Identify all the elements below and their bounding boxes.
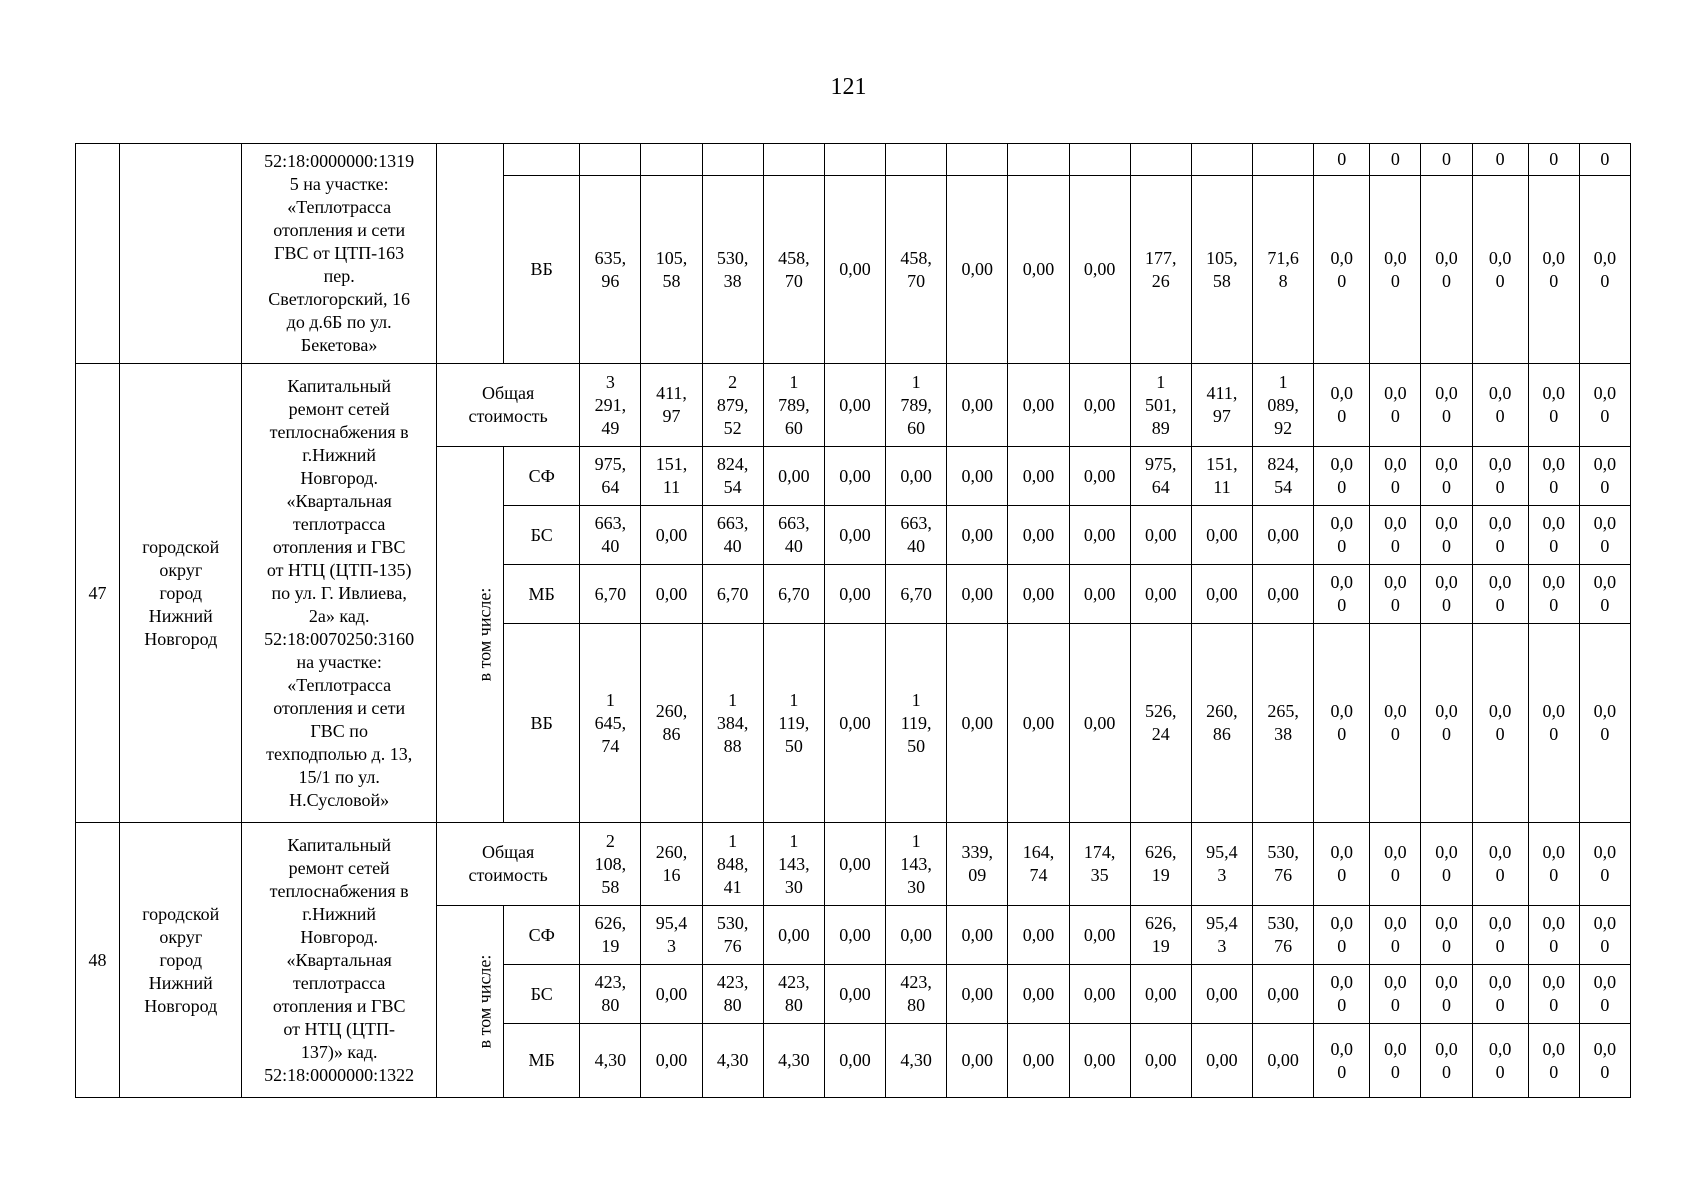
- value-cell: 0,00: [947, 965, 1008, 1024]
- value-cell: 0,0 0: [1370, 906, 1421, 965]
- value-cell: 0,00: [641, 1024, 702, 1098]
- value-cell: 1 384, 88: [702, 624, 763, 823]
- value-cell: 6,70: [886, 565, 947, 624]
- value-cell: 1 143, 30: [886, 823, 947, 906]
- value-cell: 0,00: [641, 965, 702, 1024]
- value-cell: 0,00: [1069, 506, 1130, 565]
- including-cell: [436, 144, 503, 364]
- value-cell: 0,0 0: [1528, 565, 1579, 624]
- value-cell: 0,00: [1253, 506, 1314, 565]
- value-cell: 0,00: [824, 364, 885, 447]
- value-cell: 0,00: [1130, 565, 1191, 624]
- page-number: 121: [830, 74, 867, 100]
- value-cell: 339, 09: [947, 823, 1008, 906]
- value-cell: 0,0 0: [1579, 176, 1630, 364]
- including-label: в том числе:: [474, 954, 495, 1049]
- value-cell: 0,0 0: [1472, 1024, 1528, 1098]
- value-cell: 0,0 0: [1579, 447, 1630, 506]
- value-cell: 0,00: [1008, 965, 1069, 1024]
- municipality-cell: городской округ город Нижний Новгород: [120, 823, 242, 1098]
- source-label: СФ: [504, 906, 580, 965]
- value-cell: 0,00: [763, 447, 824, 506]
- value-cell: 1 501, 89: [1130, 364, 1191, 447]
- value-cell: 0,0 0: [1472, 447, 1528, 506]
- value-cell: 0,00: [947, 176, 1008, 364]
- value-cell: 0,00: [824, 447, 885, 506]
- value-cell: 0,0 0: [1579, 565, 1630, 624]
- value-cell: 0,0 0: [1421, 906, 1472, 965]
- value-cell: 0,00: [1130, 506, 1191, 565]
- value-cell: 663, 40: [580, 506, 641, 565]
- value-cell: 458, 70: [763, 176, 824, 364]
- including-cell: [436, 906, 503, 1098]
- value-cell: 1 789, 60: [763, 364, 824, 447]
- value-cell: 0,0 0: [1421, 364, 1472, 447]
- value-cell: 0,00: [824, 823, 885, 906]
- value-cell: 0,0 0: [1579, 1024, 1630, 1098]
- value-cell: 0,00: [1008, 176, 1069, 364]
- value-cell: 0,0 0: [1472, 364, 1528, 447]
- municipality-cell: городской округ город Нижний Новгород: [120, 364, 242, 823]
- value-cell: 0,00: [641, 506, 702, 565]
- value-cell: 0,0 0: [1528, 906, 1579, 965]
- value-cell: 0,0 0: [1421, 823, 1472, 906]
- value-cell: 0,0 0: [1370, 565, 1421, 624]
- value-cell: 626, 19: [1130, 906, 1191, 965]
- value-cell: 0,00: [824, 506, 885, 565]
- value-cell: 0,0 0: [1370, 506, 1421, 565]
- value-cell: 0,00: [1008, 1024, 1069, 1098]
- value-cell: 0,0 0: [1528, 823, 1579, 906]
- value-cell: 1 143, 30: [763, 823, 824, 906]
- value-cell: 663, 40: [763, 506, 824, 565]
- value-cell: [702, 144, 763, 176]
- value-cell: 0: [1421, 144, 1472, 176]
- value-cell: 4,30: [886, 1024, 947, 1098]
- value-cell: 0,00: [824, 176, 885, 364]
- value-cell: [1191, 144, 1252, 176]
- value-cell: 0,0 0: [1314, 565, 1370, 624]
- value-cell: 423, 80: [886, 965, 947, 1024]
- value-cell: 0,00: [947, 447, 1008, 506]
- value-cell: 0,0 0: [1528, 447, 1579, 506]
- value-cell: 635, 96: [580, 176, 641, 364]
- value-cell: 0,00: [947, 1024, 1008, 1098]
- value-cell: 0,00: [1008, 447, 1069, 506]
- value-cell: 0,00: [1069, 176, 1130, 364]
- value-cell: 530, 76: [702, 906, 763, 965]
- table-row: [76, 144, 1631, 176]
- value-cell: 458, 70: [886, 176, 947, 364]
- value-cell: 0,00: [1008, 506, 1069, 565]
- value-cell: 0,00: [947, 624, 1008, 823]
- value-cell: 260, 86: [641, 624, 702, 823]
- value-cell: 0,0 0: [1528, 364, 1579, 447]
- total-label: Общая стоимость: [436, 823, 579, 906]
- value-cell: 0,0 0: [1528, 506, 1579, 565]
- value-cell: 0,00: [1008, 906, 1069, 965]
- value-cell: 0,0 0: [1370, 965, 1421, 1024]
- value-cell: 0,0 0: [1528, 965, 1579, 1024]
- value-cell: 626, 19: [580, 906, 641, 965]
- value-cell: 0,00: [1191, 565, 1252, 624]
- value-cell: 0,0 0: [1314, 906, 1370, 965]
- value-cell: [947, 144, 1008, 176]
- value-cell: 1 119, 50: [763, 624, 824, 823]
- value-cell: 0,0 0: [1370, 624, 1421, 823]
- value-cell: 4,30: [763, 1024, 824, 1098]
- value-cell: 0,00: [1191, 965, 1252, 1024]
- source-label: БС: [504, 965, 580, 1024]
- value-cell: 0: [1370, 144, 1421, 176]
- table-row: [76, 364, 1631, 447]
- value-cell: 0,0 0: [1370, 823, 1421, 906]
- value-cell: 0,00: [824, 965, 885, 1024]
- value-cell: 626, 19: [1130, 823, 1191, 906]
- value-cell: 0: [1314, 144, 1370, 176]
- value-cell: 260, 86: [1191, 624, 1252, 823]
- value-cell: 0,00: [1069, 1024, 1130, 1098]
- value-cell: 0,0 0: [1421, 506, 1472, 565]
- value-cell: 530, 38: [702, 176, 763, 364]
- table-row: [76, 823, 1631, 906]
- value-cell: 0,00: [947, 565, 1008, 624]
- value-cell: 0,00: [824, 624, 885, 823]
- value-cell: 0,00: [824, 1024, 885, 1098]
- value-cell: 663, 40: [886, 506, 947, 565]
- including-cell: [436, 447, 503, 823]
- value-cell: 164, 74: [1008, 823, 1069, 906]
- source-label: ВБ: [504, 624, 580, 823]
- value-cell: 6,70: [763, 565, 824, 624]
- value-cell: 824, 54: [1253, 447, 1314, 506]
- value-cell: [886, 144, 947, 176]
- including-label: в том числе:: [474, 587, 495, 682]
- value-cell: 0,0 0: [1472, 823, 1528, 906]
- value-cell: 1 119, 50: [886, 624, 947, 823]
- value-cell: 0,0 0: [1421, 1024, 1472, 1098]
- value-cell: 0,0 0: [1472, 906, 1528, 965]
- value-cell: 95,4 3: [641, 906, 702, 965]
- value-cell: 71,6 8: [1253, 176, 1314, 364]
- value-cell: 530, 76: [1253, 906, 1314, 965]
- value-cell: 0,00: [1069, 965, 1130, 1024]
- value-cell: 0,00: [886, 906, 947, 965]
- value-cell: 0,0 0: [1528, 1024, 1579, 1098]
- value-cell: 824, 54: [702, 447, 763, 506]
- value-cell: [1008, 144, 1069, 176]
- value-cell: 0,0 0: [1314, 1024, 1370, 1098]
- value-cell: 0,0 0: [1421, 965, 1472, 1024]
- value-cell: 0,00: [1069, 624, 1130, 823]
- value-cell: 0,0 0: [1370, 1024, 1421, 1098]
- number-cell: 47: [76, 364, 120, 823]
- value-cell: 411, 97: [1191, 364, 1252, 447]
- value-cell: 105, 58: [1191, 176, 1252, 364]
- value-cell: 0,00: [1191, 1024, 1252, 1098]
- value-cell: 0: [1579, 144, 1630, 176]
- value-cell: 0,0 0: [1472, 965, 1528, 1024]
- value-cell: 0,0 0: [1370, 364, 1421, 447]
- value-cell: 0,00: [1191, 506, 1252, 565]
- value-cell: 2 879, 52: [702, 364, 763, 447]
- source-label: ВБ: [504, 176, 580, 364]
- value-cell: 530, 76: [1253, 823, 1314, 906]
- value-cell: 0,0 0: [1528, 176, 1579, 364]
- value-cell: 0,0 0: [1579, 506, 1630, 565]
- value-cell: [824, 144, 885, 176]
- value-cell: 411, 97: [641, 364, 702, 447]
- value-cell: 0,0 0: [1314, 447, 1370, 506]
- value-cell: 105, 58: [641, 176, 702, 364]
- description-cell: Капитальный ремонт сетей теплоснабжения в г.Нижний Новгород. «Квартальная теплотрасса отопления и ГВС от НТЦ (ЦТП-135) по ул. Г. Ивлиева, 2а» кад. 52:18:0070250:3160 на участке: «Теплотрасса отопления и сети ГВС по техподполью д. 13, 15/1 по ул. Н.Сусловой»: [242, 364, 437, 823]
- value-cell: 151, 11: [641, 447, 702, 506]
- value-cell: 0,0 0: [1579, 906, 1630, 965]
- value-cell: 423, 80: [702, 965, 763, 1024]
- value-cell: 4,30: [580, 1024, 641, 1098]
- value-cell: 2 108, 58: [580, 823, 641, 906]
- value-cell: 0,00: [641, 565, 702, 624]
- value-cell: 6,70: [702, 565, 763, 624]
- value-cell: 260, 16: [641, 823, 702, 906]
- value-cell: 0,00: [1253, 965, 1314, 1024]
- value-cell: 0,0 0: [1314, 965, 1370, 1024]
- value-cell: 0,0 0: [1579, 965, 1630, 1024]
- value-cell: 663, 40: [702, 506, 763, 565]
- total-label: Общая стоимость: [436, 364, 579, 447]
- value-cell: 0,0 0: [1370, 176, 1421, 364]
- number-cell: [76, 144, 120, 364]
- value-cell: 0: [1472, 144, 1528, 176]
- value-cell: 0,00: [947, 364, 1008, 447]
- value-cell: 0,0 0: [1314, 624, 1370, 823]
- value-cell: 0,0 0: [1472, 565, 1528, 624]
- value-cell: 3 291, 49: [580, 364, 641, 447]
- value-cell: 174, 35: [1069, 823, 1130, 906]
- value-cell: 95,4 3: [1191, 906, 1252, 965]
- source-label: БС: [504, 506, 580, 565]
- value-cell: 975, 64: [580, 447, 641, 506]
- value-cell: 0,00: [763, 906, 824, 965]
- value-cell: 0,00: [1008, 565, 1069, 624]
- value-cell: 0,00: [1253, 565, 1314, 624]
- value-cell: 0,0 0: [1579, 624, 1630, 823]
- source-label: СФ: [504, 447, 580, 506]
- value-cell: 0,00: [1069, 447, 1130, 506]
- value-cell: 0,0 0: [1472, 506, 1528, 565]
- value-cell: 0,0 0: [1472, 624, 1528, 823]
- value-cell: 0,00: [824, 565, 885, 624]
- value-cell: 1 645, 74: [580, 624, 641, 823]
- value-cell: 0,00: [947, 506, 1008, 565]
- value-cell: 0,00: [1130, 1024, 1191, 1098]
- source-label: МБ: [504, 565, 580, 624]
- value-cell: [1253, 144, 1314, 176]
- value-cell: 0,00: [947, 906, 1008, 965]
- value-cell: 0,00: [1069, 906, 1130, 965]
- table-body: [76, 144, 1631, 1098]
- municipality-cell: [120, 144, 242, 364]
- value-cell: [1130, 144, 1191, 176]
- value-cell: 0,0 0: [1421, 176, 1472, 364]
- value-cell: 0,0 0: [1370, 447, 1421, 506]
- value-cell: 0,00: [1130, 965, 1191, 1024]
- number-cell: 48: [76, 823, 120, 1098]
- source-label: [504, 144, 580, 176]
- value-cell: 0,00: [1069, 364, 1130, 447]
- value-cell: 0,0 0: [1314, 823, 1370, 906]
- value-cell: 1 848, 41: [702, 823, 763, 906]
- value-cell: 4,30: [702, 1024, 763, 1098]
- value-cell: 0,0 0: [1421, 447, 1472, 506]
- value-cell: 0,0 0: [1314, 176, 1370, 364]
- value-cell: 6,70: [580, 565, 641, 624]
- value-cell: [580, 144, 641, 176]
- value-cell: 0,0 0: [1579, 364, 1630, 447]
- value-cell: 0,00: [1069, 565, 1130, 624]
- value-cell: 423, 80: [763, 965, 824, 1024]
- value-cell: 0,0 0: [1314, 364, 1370, 447]
- value-cell: 0,00: [1008, 364, 1069, 447]
- value-cell: 95,4 3: [1191, 823, 1252, 906]
- value-cell: 0,00: [1253, 1024, 1314, 1098]
- value-cell: 0,0 0: [1528, 624, 1579, 823]
- value-cell: 0,00: [824, 906, 885, 965]
- value-cell: 0,00: [886, 447, 947, 506]
- source-label: МБ: [504, 1024, 580, 1098]
- value-cell: 0,0 0: [1421, 565, 1472, 624]
- value-cell: 0,0 0: [1472, 176, 1528, 364]
- value-cell: [641, 144, 702, 176]
- value-cell: 265, 38: [1253, 624, 1314, 823]
- value-cell: 151, 11: [1191, 447, 1252, 506]
- description-cell: Капитальный ремонт сетей теплоснабжения в г.Нижний Новгород. «Квартальная теплотрасса отопления и ГВС от НТЦ (ЦТП- 137)» кад. 52:18:0000000:1322: [242, 823, 437, 1098]
- value-cell: 0,00: [1008, 624, 1069, 823]
- description-cell: 52:18:0000000:1319 5 на участке: «Теплотрасса отопления и сети ГВС от ЦТП-163 пер. Светлогорский, 16 до д.6Б по ул. Бекетова»: [242, 144, 437, 364]
- value-cell: [763, 144, 824, 176]
- value-cell: 423, 80: [580, 965, 641, 1024]
- financing-table: [75, 143, 1631, 1098]
- value-cell: 526, 24: [1130, 624, 1191, 823]
- value-cell: 177, 26: [1130, 176, 1191, 364]
- value-cell: 1 789, 60: [886, 364, 947, 447]
- value-cell: 975, 64: [1130, 447, 1191, 506]
- value-cell: 0,0 0: [1314, 506, 1370, 565]
- value-cell: 0,0 0: [1579, 823, 1630, 906]
- value-cell: [1069, 144, 1130, 176]
- value-cell: 0: [1528, 144, 1579, 176]
- value-cell: 1 089, 92: [1253, 364, 1314, 447]
- value-cell: 0,0 0: [1421, 624, 1472, 823]
